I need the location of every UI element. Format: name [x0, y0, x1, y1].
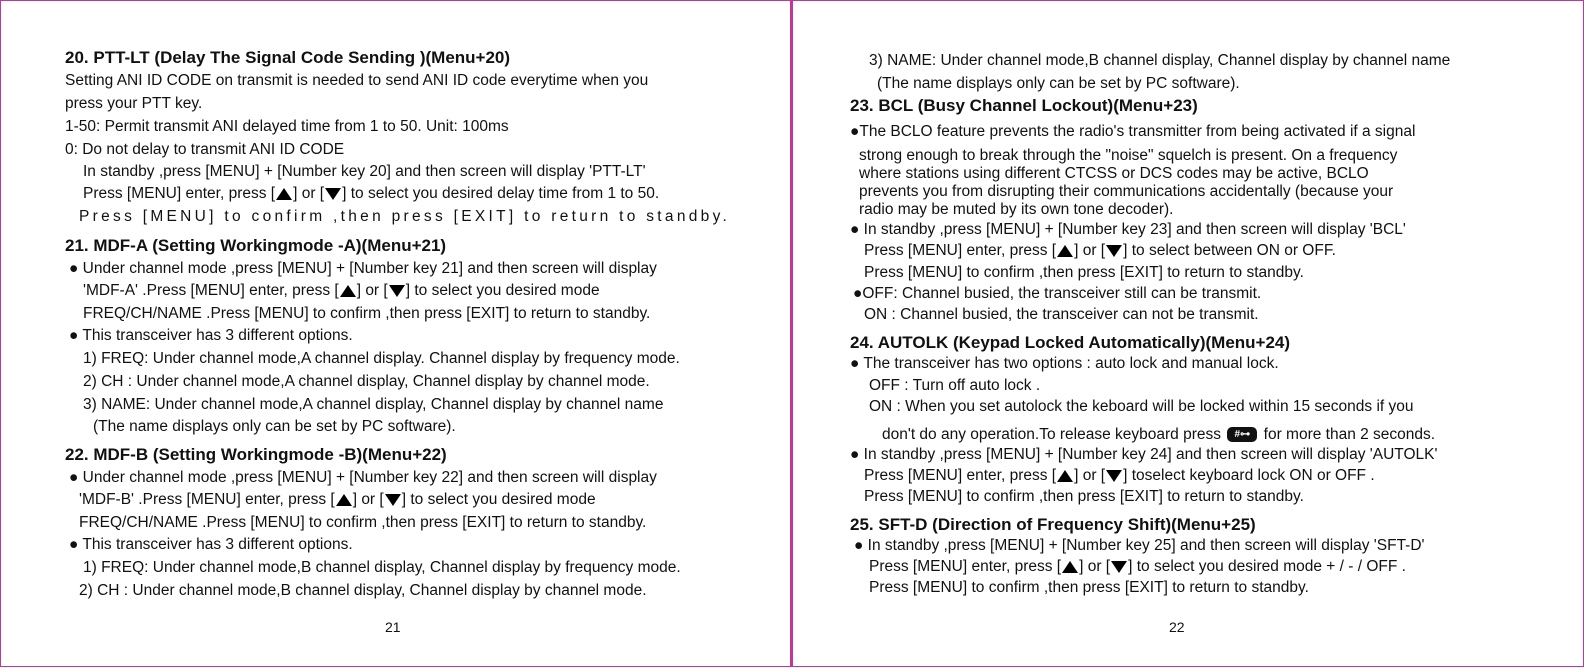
text-line: OFF : Turn off auto lock .	[869, 377, 1041, 394]
text-line: 2) CH : Under channel mode,B channel display, Channel display by channel mode.	[79, 582, 647, 599]
text-segment: ] toselect keyboard lock ON or OFF .	[1123, 467, 1375, 484]
text-segment: for more than 2 seconds.	[1263, 426, 1436, 443]
text-line: ON : Channel busied, the transceiver can not be transmit.	[864, 306, 1259, 323]
down-arrow-icon	[389, 285, 405, 297]
manual-page-right	[791, 0, 1584, 667]
up-arrow-icon	[1062, 561, 1078, 573]
up-arrow-icon	[1057, 470, 1073, 482]
text-segment: ] to select you desired mode	[405, 282, 600, 299]
text-line-arrows	[83, 184, 659, 204]
text-line: ● In standby ,press [MENU] + [Number key 25] and then screen will display 'SFT-D'	[854, 537, 1425, 554]
text-segment: ] or [	[352, 491, 384, 508]
text-line: prevents you from disrupting their communications accidentally (because your	[859, 183, 1394, 200]
text-line: where stations using different CTCSS or DCS codes may be active, BCLO	[859, 165, 1369, 182]
text-line: (The name displays only can be set by PC software).	[877, 75, 1240, 92]
text-segment: ] or [	[1074, 242, 1106, 259]
text-segment: Press [MENU] enter, press [	[864, 242, 1057, 259]
text-line: ● The transceiver has two options : auto lock and manual lock.	[850, 355, 1279, 372]
down-arrow-icon	[385, 494, 401, 506]
text-segment: ] or [	[356, 282, 388, 299]
text-line: In standby ,press [MENU] + [Number key 20] and then screen will display 'PTT-LT'	[83, 163, 646, 180]
text-line: ●The BCLO feature prevents the radio's transmitter from being activated if a signal	[850, 123, 1416, 140]
text-line: 1) FREQ: Under channel mode,A channel display. Channel display by frequency mode.	[83, 350, 680, 367]
text-segment: 'MDF-B' .Press [MENU] enter, press [	[79, 491, 335, 508]
text-line: 2) CH : Under channel mode,A channel display, Channel display by channel mode.	[83, 373, 650, 390]
page-number: 21	[385, 619, 401, 635]
down-arrow-icon	[1106, 245, 1122, 257]
text-segment: don't do any operation.To release keyboard press	[882, 426, 1222, 443]
text-segment: ] or [	[293, 185, 325, 202]
down-arrow-icon	[1111, 561, 1127, 573]
text-line-key	[882, 425, 1435, 445]
text-segment: 'MDF-A' .Press [MENU] enter, press [	[83, 282, 339, 299]
text-line: radio may be muted by its own tone decoder).	[859, 201, 1174, 218]
text-line: FREQ/CH/NAME .Press [MENU] to confirm ,then press [EXIT] to return to standby.	[79, 514, 647, 531]
up-arrow-icon	[336, 494, 352, 506]
text-line: ● Under channel mode ,press [MENU] + [Number key 22] and then screen will display	[69, 469, 657, 486]
text-line: 0: Do not delay to transmit ANI ID CODE	[65, 141, 345, 158]
down-arrow-icon	[1106, 470, 1122, 482]
section-heading-mdf-b: 22. MDF-B (Setting Workingmode -B)(Menu+22)	[65, 445, 447, 464]
text-line-arrows	[869, 557, 1406, 577]
text-line: Setting ANI ID CODE on transmit is needed to send ANI ID code everytime when you	[65, 72, 649, 89]
down-arrow-icon	[325, 188, 341, 200]
manual-page-left	[0, 0, 791, 667]
text-segment: ] or [	[1074, 467, 1106, 484]
section-heading-mdf-a: 21. MDF-A (Setting Workingmode -A)(Menu+21)	[65, 236, 447, 255]
section-heading-bcl: 23. BCL (Busy Channel Lockout)(Menu+23)	[850, 96, 1198, 115]
text-line-arrows	[83, 281, 600, 301]
text-line-arrows	[79, 490, 596, 510]
text-line: 1) FREQ: Under channel mode,B channel display, Channel display by frequency mode.	[83, 559, 681, 576]
section-heading-autolk: 24. AUTOLK (Keypad Locked Automatically)(Menu+24)	[850, 333, 1291, 352]
section-heading-ptt-lt: 20. PTT-LT (Delay The Signal Code Sending )(Menu+20)	[65, 48, 511, 67]
text-segment: ] to select you desired mode + / - / OFF .	[1128, 558, 1406, 575]
text-line: FREQ/CH/NAME .Press [MENU] to confirm ,then press [EXIT] to return to standby.	[83, 305, 651, 322]
text-line: 1-50: Permit transmit ANI delayed time from 1 to 50. Unit: 100ms	[65, 118, 509, 135]
text-line: ON : When you set autolock the keboard will be locked within 15 seconds if you	[869, 398, 1414, 415]
text-line: Press [MENU] to confirm ,then press [EXIT] to return to standby.	[79, 208, 731, 225]
text-segment: Press [MENU] enter, press [	[83, 185, 276, 202]
text-segment: ] to select you desired mode	[401, 491, 596, 508]
up-arrow-icon	[340, 285, 356, 297]
text-line: ● This transceiver has 3 different options.	[69, 536, 353, 553]
up-arrow-icon	[276, 188, 292, 200]
text-line: (The name displays only can be set by PC software).	[93, 418, 456, 435]
text-line: 3) NAME: Under channel mode,A channel display, Channel display by channel name	[83, 396, 664, 413]
text-line: ● In standby ,press [MENU] + [Number key 24] and then screen will display 'AUTOLK'	[850, 446, 1438, 463]
text-line: 3) NAME: Under channel mode,B channel display, Channel display by channel name	[869, 52, 1451, 69]
text-line: ●OFF: Channel busied, the transceiver still can be transmit.	[853, 285, 1262, 302]
text-line: Press [MENU] to confirm ,then press [EXIT] to return to standby.	[869, 579, 1309, 596]
lock-key-icon: #⊶	[1227, 427, 1257, 442]
text-line-arrows	[864, 241, 1336, 261]
text-segment: ] or [	[1079, 558, 1111, 575]
text-line: strong enough to break through the "noise" squelch is present. On a frequency	[859, 147, 1398, 164]
up-arrow-icon	[1057, 245, 1073, 257]
text-segment: ] to select between ON or OFF.	[1123, 242, 1336, 259]
text-line: ● This transceiver has 3 different options.	[69, 327, 353, 344]
text-segment: Press [MENU] enter, press [	[869, 558, 1062, 575]
text-line-arrows	[864, 466, 1375, 486]
text-line: Press [MENU] to confirm ,then press [EXIT] to return to standby.	[864, 264, 1304, 281]
section-heading-sft-d: 25. SFT-D (Direction of Frequency Shift)(Menu+25)	[850, 515, 1256, 534]
text-line: ● Under channel mode ,press [MENU] + [Number key 21] and then screen will display	[69, 260, 657, 277]
text-line: ● In standby ,press [MENU] + [Number key 23] and then screen will display 'BCL'	[850, 221, 1406, 238]
text-segment: ] to select you desired delay time from 1 to 50.	[342, 185, 660, 202]
text-line: Press [MENU] to confirm ,then press [EXIT] to return to standby.	[864, 488, 1304, 505]
page-number: 22	[1169, 619, 1185, 635]
text-line: press your PTT key.	[65, 95, 203, 112]
text-segment: Press [MENU] enter, press [	[864, 467, 1057, 484]
